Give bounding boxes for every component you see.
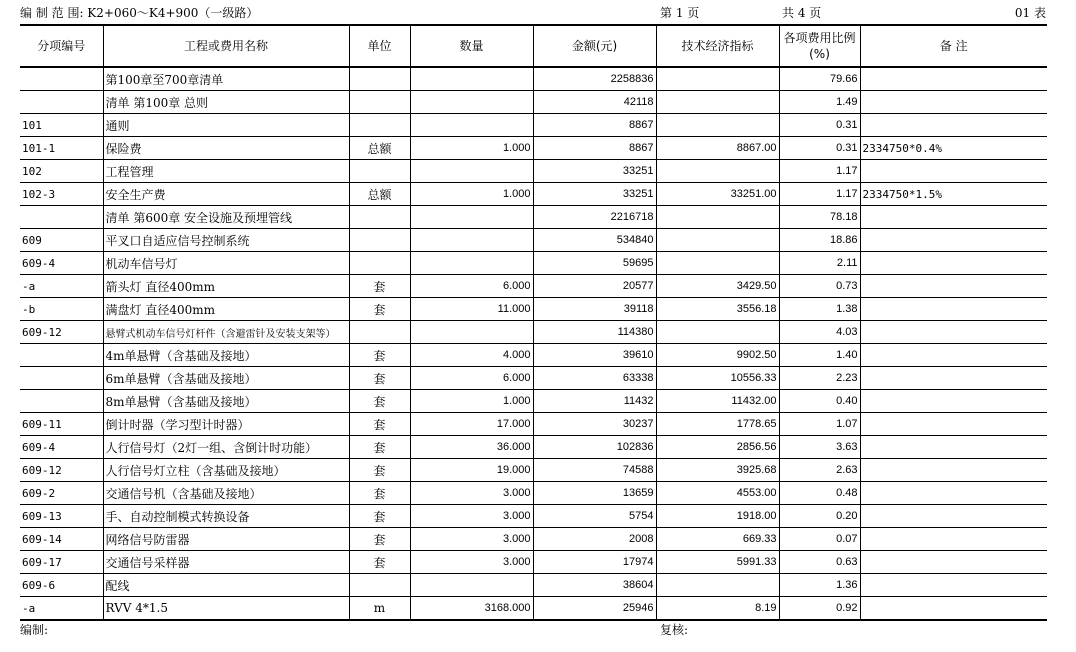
col-header-amount: 金额(元) xyxy=(533,25,656,67)
table-row xyxy=(20,482,1047,505)
cell-ratio: 1.38 xyxy=(779,298,860,321)
table-row xyxy=(20,505,1047,528)
cell-amount: 534840 xyxy=(533,229,656,252)
cell-unit: 套 xyxy=(349,275,410,298)
col-header-note: 备 注 xyxy=(860,25,1047,67)
cell-code xyxy=(20,367,103,390)
page-number: 第 1 页 xyxy=(660,6,700,20)
cell-note xyxy=(860,344,1047,367)
cell-note: 2334750*1.5% xyxy=(860,183,1047,206)
cell-note xyxy=(860,390,1047,413)
table-row xyxy=(20,275,1047,298)
cell-unit: 套 xyxy=(349,436,410,459)
cell-note xyxy=(860,160,1047,183)
ratio-header-line2: (%) xyxy=(809,47,830,61)
cell-name: 配线 xyxy=(103,574,349,597)
cell-amount: 2216718 xyxy=(533,206,656,229)
cell-code: 609-12 xyxy=(20,321,103,344)
cell-name: 6m单悬臂（含基础及接地） xyxy=(103,367,349,390)
table-row xyxy=(20,91,1047,114)
cell-name: RVV 4*1.5 xyxy=(103,597,349,621)
cell-index xyxy=(656,91,779,114)
cell-index: 2856.56 xyxy=(656,436,779,459)
cell-name: 安全生产费 xyxy=(103,183,349,206)
cell-code xyxy=(20,390,103,413)
editor-label: 编制: xyxy=(20,623,49,637)
cell-name: 交通信号机（含基础及接地） xyxy=(103,482,349,505)
cell-note xyxy=(860,252,1047,275)
table-row xyxy=(20,229,1047,252)
cell-code xyxy=(20,206,103,229)
col-header-name: 工程或费用名称 xyxy=(103,25,349,67)
cell-index xyxy=(656,252,779,275)
cell-note xyxy=(860,505,1047,528)
cell-ratio: 79.66 xyxy=(779,67,860,91)
cell-ratio: 3.63 xyxy=(779,436,860,459)
cell-amount: 5754 xyxy=(533,505,656,528)
cell-ratio: 1.36 xyxy=(779,574,860,597)
cell-amount: 38604 xyxy=(533,574,656,597)
cell-unit: 套 xyxy=(349,482,410,505)
cell-ratio: 0.63 xyxy=(779,551,860,574)
cell-name: 工程管理 xyxy=(103,160,349,183)
cell-index: 8.19 xyxy=(656,597,779,621)
cell-unit: 总额 xyxy=(349,137,410,160)
cell-unit xyxy=(349,252,410,275)
table-row xyxy=(20,67,1047,91)
cell-amount: 42118 xyxy=(533,91,656,114)
cell-note xyxy=(860,91,1047,114)
cell-name: 平叉口自适应信号控制系统 xyxy=(103,229,349,252)
cell-amount: 2008 xyxy=(533,528,656,551)
table-row xyxy=(20,160,1047,183)
cell-code: 609-12 xyxy=(20,459,103,482)
cell-qty: 3168.000 xyxy=(410,597,533,621)
cell-code: 609-6 xyxy=(20,574,103,597)
cell-amount: 20577 xyxy=(533,275,656,298)
cell-ratio: 18.86 xyxy=(779,229,860,252)
cell-code: 609-2 xyxy=(20,482,103,505)
cell-qty xyxy=(410,67,533,91)
cell-index xyxy=(656,67,779,91)
cell-index: 1778.65 xyxy=(656,413,779,436)
table-row xyxy=(20,252,1047,275)
cell-amount: 17974 xyxy=(533,551,656,574)
cell-note xyxy=(860,229,1047,252)
table-row xyxy=(20,183,1047,206)
cell-code: 101 xyxy=(20,114,103,137)
cell-index: 3556.18 xyxy=(656,298,779,321)
cell-amount: 63338 xyxy=(533,367,656,390)
cell-index: 3925.68 xyxy=(656,459,779,482)
cell-qty: 3.000 xyxy=(410,551,533,574)
cell-name: 箭头灯 直径400mm xyxy=(103,275,349,298)
cell-code: 102-3 xyxy=(20,183,103,206)
col-header-code: 分项编号 xyxy=(20,25,103,67)
cost-table xyxy=(20,24,1047,621)
cell-note xyxy=(860,551,1047,574)
cell-index: 33251.00 xyxy=(656,183,779,206)
cell-note xyxy=(860,114,1047,137)
cell-index: 3429.50 xyxy=(656,275,779,298)
cell-qty: 3.000 xyxy=(410,505,533,528)
cell-amount: 39610 xyxy=(533,344,656,367)
cell-ratio: 1.17 xyxy=(779,183,860,206)
cell-ratio: 0.20 xyxy=(779,505,860,528)
cell-note xyxy=(860,413,1047,436)
cell-note xyxy=(860,321,1047,344)
cell-ratio: 0.40 xyxy=(779,390,860,413)
cell-unit: 套 xyxy=(349,413,410,436)
cell-unit xyxy=(349,206,410,229)
total-pages: 共 4 页 xyxy=(782,6,822,20)
cell-index xyxy=(656,321,779,344)
cell-code: 101-1 xyxy=(20,137,103,160)
cell-amount: 33251 xyxy=(533,160,656,183)
table-row xyxy=(20,551,1047,574)
table-row xyxy=(20,597,1047,621)
table-row xyxy=(20,321,1047,344)
cell-note xyxy=(860,597,1047,621)
cell-note: 2334750*0.4% xyxy=(860,137,1047,160)
cell-amount: 74588 xyxy=(533,459,656,482)
col-header-unit: 单位 xyxy=(349,25,410,67)
cell-code xyxy=(20,91,103,114)
cell-ratio: 2.63 xyxy=(779,459,860,482)
cell-code: 102 xyxy=(20,160,103,183)
cell-index xyxy=(656,114,779,137)
cell-note xyxy=(860,67,1047,91)
cell-code: -a xyxy=(20,597,103,621)
cell-note xyxy=(860,206,1047,229)
cell-unit: 套 xyxy=(349,551,410,574)
cell-ratio: 0.48 xyxy=(779,482,860,505)
cell-name: 交通信号采样器 xyxy=(103,551,349,574)
cell-name: 保险费 xyxy=(103,137,349,160)
cell-qty: 6.000 xyxy=(410,275,533,298)
cell-unit xyxy=(349,114,410,137)
cell-name: 机动车信号灯 xyxy=(103,252,349,275)
cell-note xyxy=(860,367,1047,390)
table-row xyxy=(20,390,1047,413)
cell-name: 悬臂式机动车信号灯杆件（含避雷针及安装支架等） xyxy=(103,321,349,344)
cell-note xyxy=(860,528,1047,551)
cell-qty xyxy=(410,91,533,114)
cell-amount: 25946 xyxy=(533,597,656,621)
cell-amount: 33251 xyxy=(533,183,656,206)
cell-unit xyxy=(349,574,410,597)
cell-ratio: 2.11 xyxy=(779,252,860,275)
cell-unit: 套 xyxy=(349,390,410,413)
cell-qty xyxy=(410,114,533,137)
cell-ratio: 1.40 xyxy=(779,344,860,367)
cell-unit: 套 xyxy=(349,298,410,321)
cell-index xyxy=(656,229,779,252)
cell-code: 609-17 xyxy=(20,551,103,574)
cell-qty xyxy=(410,160,533,183)
cell-index: 8867.00 xyxy=(656,137,779,160)
cell-note xyxy=(860,459,1047,482)
ratio-header-line1: 各项费用比例 xyxy=(783,31,856,45)
cell-unit: 套 xyxy=(349,459,410,482)
cell-amount: 30237 xyxy=(533,413,656,436)
cell-unit xyxy=(349,229,410,252)
cell-code: 609 xyxy=(20,229,103,252)
cell-unit: 套 xyxy=(349,367,410,390)
table-row xyxy=(20,436,1047,459)
cell-note xyxy=(860,482,1047,505)
cell-qty: 3.000 xyxy=(410,528,533,551)
cell-unit: 套 xyxy=(349,528,410,551)
cell-amount: 39118 xyxy=(533,298,656,321)
form-number: 01 表 xyxy=(1014,6,1046,20)
cell-amount: 11432 xyxy=(533,390,656,413)
cell-index: 1918.00 xyxy=(656,505,779,528)
cell-ratio: 0.92 xyxy=(779,597,860,621)
cell-qty xyxy=(410,574,533,597)
col-header-index: 技术经济指标 xyxy=(656,25,779,67)
cell-amount: 8867 xyxy=(533,114,656,137)
report-header xyxy=(20,4,1050,22)
cell-qty xyxy=(410,321,533,344)
cell-amount: 114380 xyxy=(533,321,656,344)
cell-qty: 4.000 xyxy=(410,344,533,367)
cell-code: 609-4 xyxy=(20,436,103,459)
cell-index: 5991.33 xyxy=(656,551,779,574)
table-row xyxy=(20,137,1047,160)
cell-amount: 102836 xyxy=(533,436,656,459)
table-row xyxy=(20,114,1047,137)
cell-ratio: 78.18 xyxy=(779,206,860,229)
table-row xyxy=(20,298,1047,321)
cell-code: 609-13 xyxy=(20,505,103,528)
cell-amount: 2258836 xyxy=(533,67,656,91)
table-row xyxy=(20,459,1047,482)
cell-unit: 套 xyxy=(349,505,410,528)
cell-ratio: 2.23 xyxy=(779,367,860,390)
table-row xyxy=(20,574,1047,597)
cell-unit: 套 xyxy=(349,344,410,367)
table-row xyxy=(20,528,1047,551)
cell-index xyxy=(656,574,779,597)
cell-amount: 59695 xyxy=(533,252,656,275)
cell-index: 9902.50 xyxy=(656,344,779,367)
cell-name: 人行信号灯立柱（含基础及接地） xyxy=(103,459,349,482)
cell-index: 669.33 xyxy=(656,528,779,551)
table-row xyxy=(20,206,1047,229)
cell-ratio: 0.73 xyxy=(779,275,860,298)
cell-unit xyxy=(349,67,410,91)
cell-code: 609-14 xyxy=(20,528,103,551)
cell-index: 4553.00 xyxy=(656,482,779,505)
cell-unit xyxy=(349,91,410,114)
cell-note xyxy=(860,298,1047,321)
cell-name: 清单 第100章 总则 xyxy=(103,91,349,114)
cell-ratio: 4.03 xyxy=(779,321,860,344)
cell-code: 609-4 xyxy=(20,252,103,275)
cell-qty: 17.000 xyxy=(410,413,533,436)
cell-code: 609-11 xyxy=(20,413,103,436)
cell-qty xyxy=(410,252,533,275)
cell-qty: 3.000 xyxy=(410,482,533,505)
cell-qty: 36.000 xyxy=(410,436,533,459)
cell-note xyxy=(860,436,1047,459)
cell-name: 第100章至700章清单 xyxy=(103,67,349,91)
cell-index: 11432.00 xyxy=(656,390,779,413)
cell-ratio: 1.17 xyxy=(779,160,860,183)
cell-qty xyxy=(410,206,533,229)
cell-name: 通则 xyxy=(103,114,349,137)
table-row xyxy=(20,367,1047,390)
cell-name: 倒计时器（学习型计时器） xyxy=(103,413,349,436)
table-header-row xyxy=(20,25,1047,67)
cell-unit xyxy=(349,160,410,183)
cell-index xyxy=(656,206,779,229)
col-header-qty: 数量 xyxy=(410,25,533,67)
cell-qty: 1.000 xyxy=(410,183,533,206)
cell-code xyxy=(20,344,103,367)
scope-label: 编 制 范 围: K2+060～K4+900（一级路） xyxy=(20,6,259,20)
cell-name: 满盘灯 直径400mm xyxy=(103,298,349,321)
cell-qty: 6.000 xyxy=(410,367,533,390)
cell-name: 手、自动控制模式转换设备 xyxy=(103,505,349,528)
cell-index xyxy=(656,160,779,183)
cell-ratio: 0.07 xyxy=(779,528,860,551)
cell-ratio: 0.31 xyxy=(779,137,860,160)
cell-note xyxy=(860,574,1047,597)
cell-ratio: 0.31 xyxy=(779,114,860,137)
reviewer-label: 复核: xyxy=(660,623,689,637)
cell-name: 4m单悬臂（含基础及接地） xyxy=(103,344,349,367)
cell-unit xyxy=(349,321,410,344)
cell-unit: m xyxy=(349,597,410,621)
cell-qty: 1.000 xyxy=(410,137,533,160)
cell-qty xyxy=(410,229,533,252)
cell-amount: 13659 xyxy=(533,482,656,505)
cell-name: 人行信号灯（2灯一组、含倒计时功能） xyxy=(103,436,349,459)
table-row xyxy=(20,413,1047,436)
cell-qty: 11.000 xyxy=(410,298,533,321)
cell-ratio: 1.07 xyxy=(779,413,860,436)
cell-name: 网络信号防雷器 xyxy=(103,528,349,551)
cell-code: -a xyxy=(20,275,103,298)
table-row xyxy=(20,344,1047,367)
cell-note xyxy=(860,275,1047,298)
cell-qty: 19.000 xyxy=(410,459,533,482)
cell-index: 10556.33 xyxy=(656,367,779,390)
cell-code: -b xyxy=(20,298,103,321)
cell-name: 8m单悬臂（含基础及接地） xyxy=(103,390,349,413)
cell-name: 清单 第600章 安全设施及预埋管线 xyxy=(103,206,349,229)
cell-unit: 总额 xyxy=(349,183,410,206)
cell-amount: 8867 xyxy=(533,137,656,160)
col-header-ratio xyxy=(779,25,860,67)
cell-qty: 1.000 xyxy=(410,390,533,413)
cell-code xyxy=(20,67,103,91)
cell-ratio: 1.49 xyxy=(779,91,860,114)
